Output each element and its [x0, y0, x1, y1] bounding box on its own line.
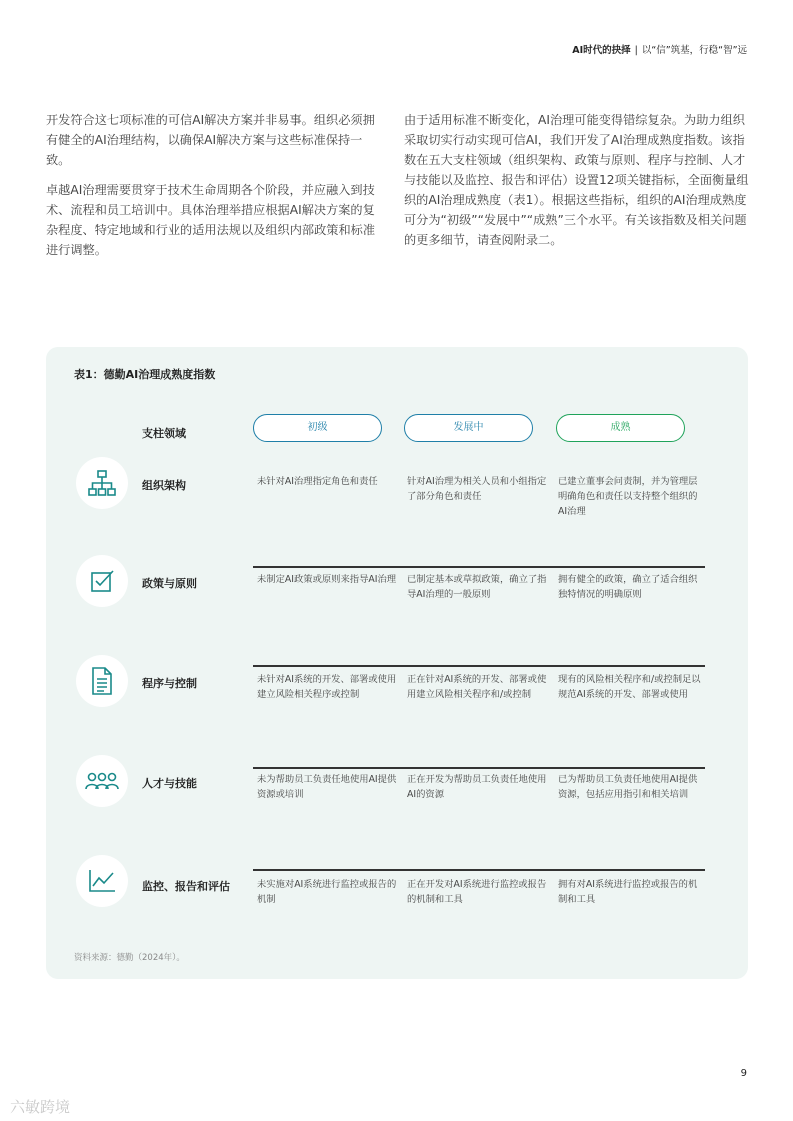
body-paragraph: 开发符合这七项标准的可信AI解决方案并非易事。组织必须拥有健全的AI治理结构，以确保AI解决方案与这些标准保持一致。 — [46, 113, 375, 167]
table-cell: 已制定基本或草拟政策，确立了指导AI治理的一般原则 — [407, 574, 547, 600]
level-header-mature: 成熟 — [556, 414, 685, 442]
document-icon — [76, 655, 128, 707]
maturity-table-panel — [46, 347, 748, 979]
checkbox-icon — [76, 555, 128, 607]
table-cell: 正在开发对AI系统进行监控或报告的机制和工具 — [407, 879, 547, 905]
header-subtitle: 以“信”筑基，行稳“智”远 — [641, 45, 747, 56]
row-label-policy: 政策与原则 — [142, 577, 197, 590]
table-cell: 未为帮助员工负责任地使用AI提供资源或培训 — [257, 774, 397, 800]
table-cell: 已建立董事会问责制，并为管理层明确角色和责任以支持整个组织的AI治理 — [558, 476, 698, 517]
table-cell: 已为帮助员工负责任地使用AI提供资源，包括应用指引和相关培训 — [558, 774, 698, 800]
people-icon — [76, 755, 128, 807]
table-cell: 未制定AI政策或原则来指导AI治理 — [257, 574, 397, 585]
level-header-beginner: 初级 — [253, 414, 382, 442]
table-cell: 拥有对AI系统进行监控或报告的机制和工具 — [558, 879, 698, 905]
table-title: 表1：德勤AI治理成熟度指数 — [74, 368, 216, 381]
page-number: 9 — [740, 1068, 747, 1079]
table-cell: 拥有健全的政策，确立了适合组织独特情况的明确原则 — [558, 574, 698, 600]
row-label-procedures: 程序与控制 — [142, 677, 197, 690]
row-label-talent: 人才与技能 — [142, 777, 197, 790]
table-cell: 现有的风险相关程序和/或控制足以规范AI系统的开发、部署或使用 — [558, 674, 701, 700]
table-cell: 针对AI治理为相关人员和小组指定了部分角色和责任 — [407, 476, 547, 502]
running-header — [572, 42, 747, 56]
pillar-column-header: 支柱领域 — [142, 427, 186, 440]
header-title: AI时代的抉择 — [572, 45, 631, 56]
table-cell: 正在开发为帮助员工负责任地使用AI的资源 — [407, 774, 547, 800]
watermark-text: 六敏跨境 — [10, 1098, 71, 1116]
row-divider — [253, 869, 705, 871]
body-left-column — [46, 110, 376, 270]
row-divider — [253, 767, 705, 769]
org-chart-icon — [76, 457, 128, 509]
row-label-monitoring: 监控、报告和评估 — [142, 880, 230, 893]
row-divider — [253, 566, 705, 568]
body-paragraph: 卓越AI治理需要贯穿于技术生命周期各个阶段，并应融入到技术、流程和员工培训中。具体治理举措应根据AI解决方案的复杂程度、特定地域和行业的适用法规以及组织内部政策和标准进行调整。 — [46, 183, 376, 257]
table-cell: 正在针对AI系统的开发、部署或使用建立风险相关程序和/或控制 — [407, 674, 547, 700]
body-right-column — [404, 110, 749, 260]
table-cell: 未针对AI治理指定角色和责任 — [257, 476, 378, 487]
table-cell: 未实施对AI系统进行监控或报告的机制 — [257, 879, 397, 905]
trend-chart-icon — [76, 855, 128, 907]
row-label-org-structure: 组织架构 — [142, 479, 186, 492]
row-divider — [253, 665, 705, 667]
body-paragraph: 由于适用标准不断变化，AI治理可能变得错综复杂。为助力组织采取切实行动实现可信AI，我们开发了AI治理成熟度指数。该指数在五大支柱领域（组织架构、政策与原则、程序与控制、人才与技能以及监控、报告和评估）设置12项关键指标，全面衡量组织的AI治理成熟度（表1）。根据这些指标，组织的AI治理成熟度可分为“初级”“发展中”“成熟”三个水平。有关该指数及相关问题的更多细节，请查阅附录二。 — [404, 113, 749, 247]
level-header-developing: 发展中 — [404, 414, 533, 442]
table-cell: 未针对AI系统的开发、部署或使用建立风险相关程序或控制 — [257, 674, 397, 700]
header-divider: | — [634, 45, 638, 56]
table-source-note: 资料来源：德勤（2024年）。 — [74, 953, 185, 963]
